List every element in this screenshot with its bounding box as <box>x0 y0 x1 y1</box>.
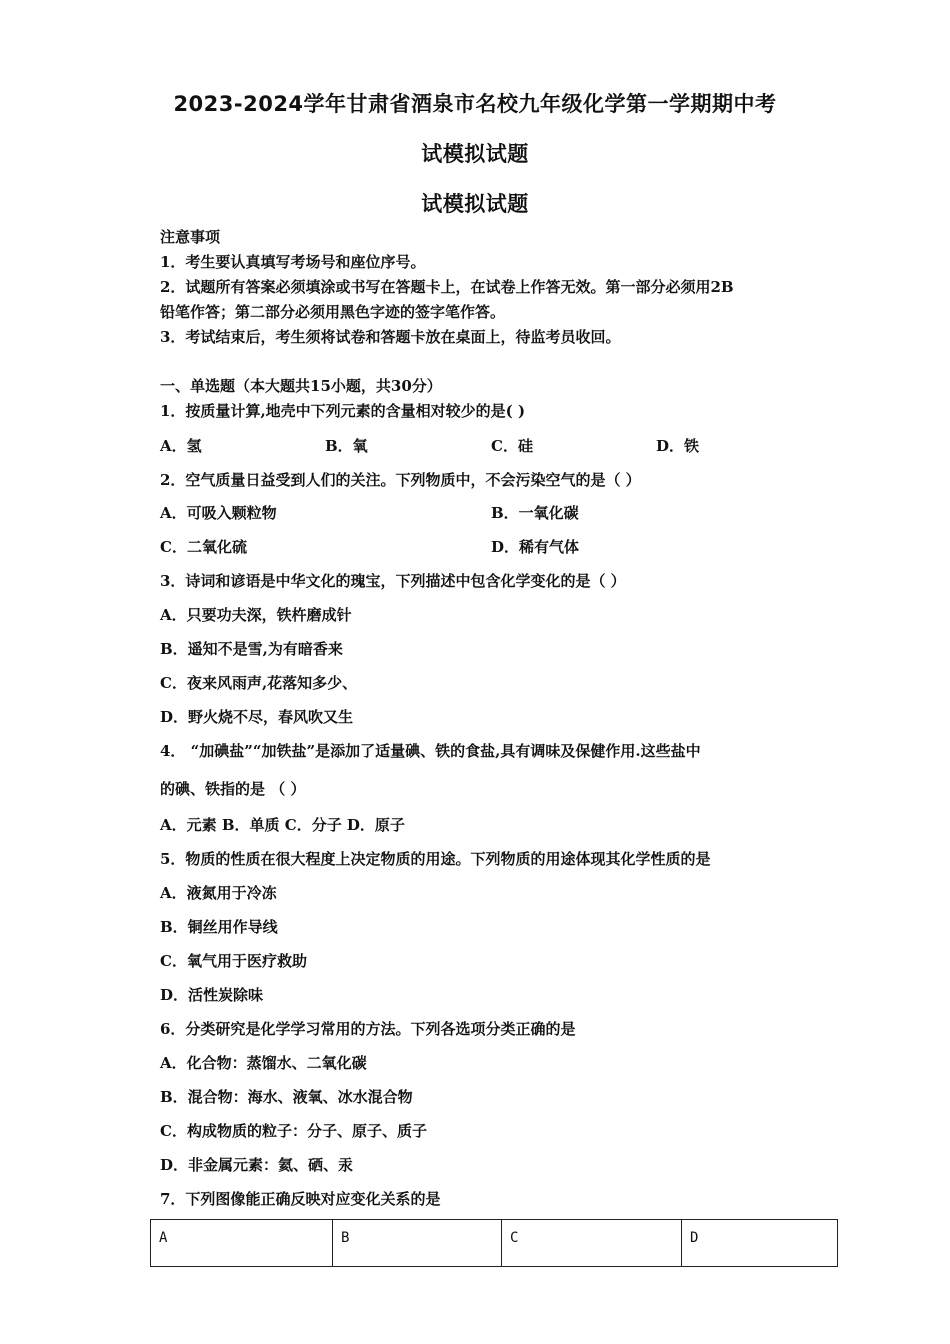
notice-item: 1．考生要认真填写考场号和座位序号。 <box>160 253 426 271</box>
section-heading: 一、单选题（本大题共15小题，共30分） <box>160 377 442 395</box>
exam-title-line1: 2023-2024学年甘肃省酒泉市名校九年级化学第一学期期中考 <box>173 92 777 116</box>
question-7-graph-table <box>150 1219 838 1267</box>
question-1-stem: 1．按质量计算,地壳中下列元素的含量相对较少的是( ) <box>160 402 526 420</box>
notice-item: 3．考试结束后，考生须将试卷和答题卡放在桌面上，待监考员收回。 <box>160 328 621 346</box>
table-cell-a: A <box>151 1220 333 1267</box>
question-6-option-b: B．混合物：海水、液氧、冰水混合物 <box>160 1088 413 1106</box>
question-1-option-d: D．铁 <box>656 437 700 455</box>
question-2-option-b: B．一氧化碳 <box>491 504 579 522</box>
question-3-option-b: B．遥知不是雪,为有暗香来 <box>160 640 343 658</box>
question-2-option-a: A．可吸入颗粒物 <box>160 504 277 522</box>
question-6-option-a: A．化合物：蒸馏水、二氧化碳 <box>160 1054 367 1072</box>
question-7-stem: 7．下列图像能正确反映对应变化关系的是 <box>160 1190 441 1208</box>
question-2-option-c: C．二氧化硫 <box>160 538 247 556</box>
question-5-stem: 5．物质的性质在很大程度上决定物质的用途。下列物质的用途体现其化学性质的是 <box>160 850 711 868</box>
notice-item: 2．试题所有答案必须填涂或书写在答题卡上，在试卷上作答无效。第一部分必须用2B <box>160 278 734 296</box>
question-3-option-a: A．只要功夫深，铁杵磨成针 <box>160 606 352 624</box>
question-3-option-d: D．野火烧不尽，春风吹又生 <box>160 708 354 726</box>
table-cell-c: C <box>502 1220 682 1267</box>
notice-heading: 注意事项 <box>160 228 221 246</box>
notice-item: 铅笔作答；第二部分必须用黑色字迹的签字笔作答。 <box>160 303 506 321</box>
exam-title-line3: 试模拟试题 <box>421 192 529 216</box>
question-6-option-d: D．非金属元素：氦、硒、汞 <box>160 1156 354 1174</box>
question-5-option-d: D．活性炭除味 <box>160 986 264 1004</box>
question-3-stem: 3．诗词和谚语是中华文化的瑰宝，下列描述中包含化学变化的是（ ） <box>160 572 626 590</box>
question-6-option-c: C．构成物质的粒子：分子、原子、质子 <box>160 1122 427 1140</box>
question-5-option-a: A．液氮用于冷冻 <box>160 884 277 902</box>
question-5-option-c: C．氧气用于医疗救助 <box>160 952 307 970</box>
question-3-option-c: C．夜来风雨声,花落知多少、 <box>160 674 358 692</box>
question-2-option-d: D．稀有气体 <box>491 538 580 556</box>
question-6-stem: 6．分类研究是化学学习常用的方法。下列各选项分类正确的是 <box>160 1020 576 1038</box>
question-4-stem-cont: 的碘、铁指的是 （ ） <box>160 780 306 798</box>
table-cell-d: D <box>682 1220 838 1267</box>
question-5-option-b: B．铜丝用作导线 <box>160 918 278 936</box>
question-4-options: A．元素 B．单质 C．分子 D．原子 <box>160 816 405 834</box>
exam-title-line2: 试模拟试题 <box>421 142 529 166</box>
question-2-stem: 2．空气质量日益受到人们的关注。下列物质中，不会污染空气的是（ ） <box>160 471 641 489</box>
question-1-option-b: B．氧 <box>325 437 368 455</box>
question-1-option-a: A．氢 <box>160 437 202 455</box>
question-1-option-c: C．硅 <box>491 437 533 455</box>
table-cell-b: B <box>333 1220 502 1267</box>
question-4-stem: 4． “加碘盐”“加铁盐”是添加了适量碘、铁的食盐,具有调味及保健作用.这些盐中 <box>160 742 701 760</box>
